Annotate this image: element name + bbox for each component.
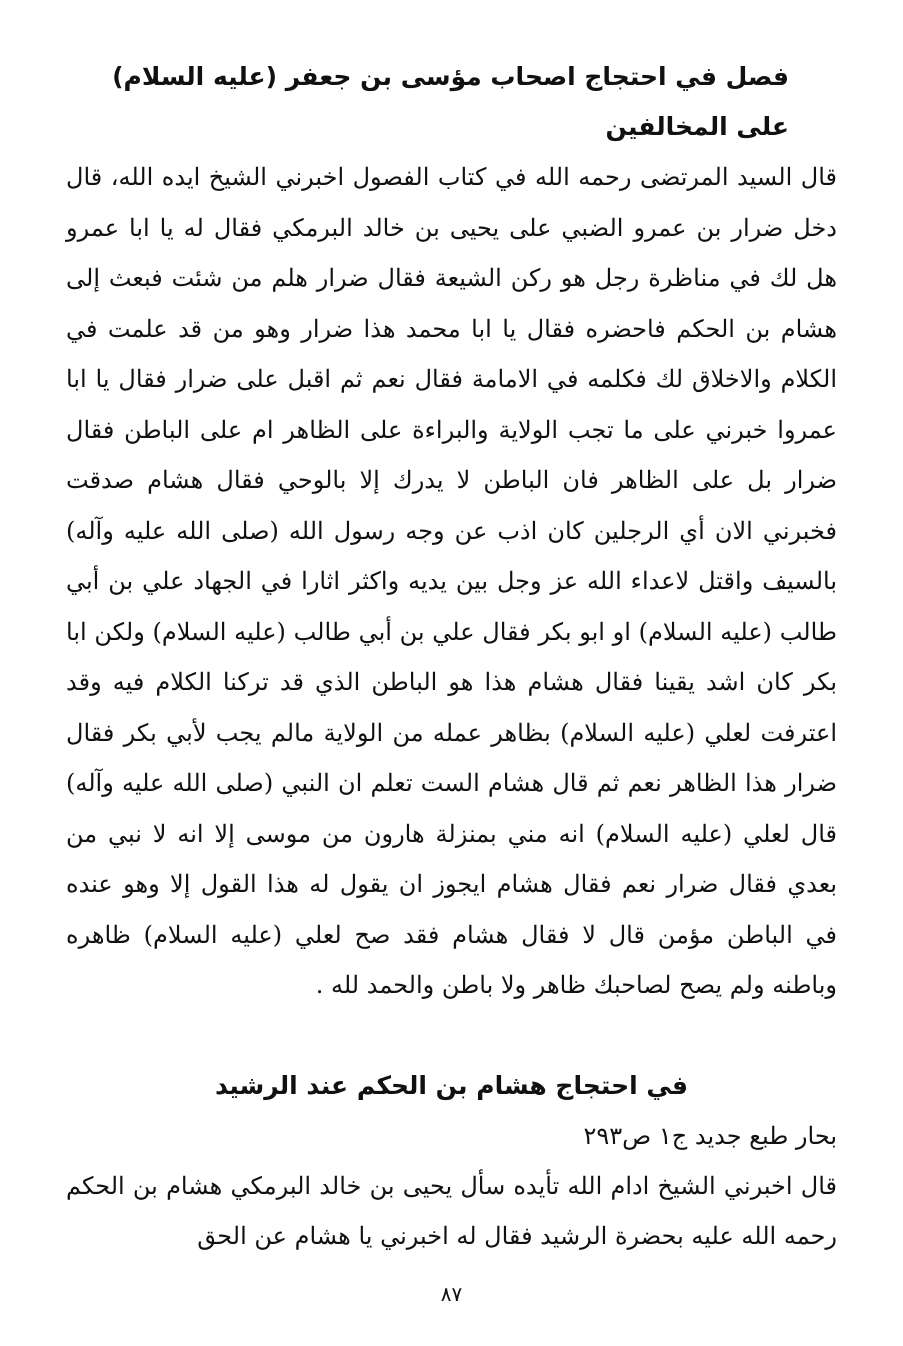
section-body: قال السيد المرتضى رحمه الله في كتاب الفصول اخبرني الشيخ ايده الله، قال دخل ضرار بن عمرو الضبي على يحيى بن خالد البرمكي فقال له يا ابا عمرو هل لك في مناظرة رجل هو ركن الشيعة فقال ضرار هلم من شئت فبعث إلى هشام بن الحكم فاحضره فقال يا ابا محمد هذا ضرار وهو من قد علمت في الكلام والاخلاق لك فكلمه في الامامة فقال نعم ثم اقبل على ضرار فقال يا ابا عمروا خبرني على ما تجب الولاية والبراءة على الظاهر ام على الباطن فقال ضرار بل على الظاهر فان الباطن لا يدرك إلا بالوحي فقال هشام صدقت فخبرني الان أي الرجلين كان اذب عن وجه رسول الله (صلى الله عليه وآله) بالسيف واقتل لاعداء الله عز وجل بين يديه واكثر اثارا في الجهاد علي بن أبي طالب (عليه السلام) او ابو بكر فقال علي بن أبي طالب (عليه السلام) ولكن ابا بكر كان اشد يقينا فقال هشام هذا هو الباطن الذي قد تركنا الكلام فيه وقد اعترفت لعلي (عليه السلام) بظاهر عمله من الولاية مالم يجب لأبي بكر فقال ضرار هذا الظاهر نعم ثم قال هشام الست تعلم ان النبي (صلى الله عليه وآله) قال لعلي (عليه السلام) انه مني بمنزلة هارون من موسى إلا انه لا نبي من بعدي فقال ضرار نعم فقال هشام ايجوز ان يقول له هذا القول إلا وهو عنده في الباطن مؤمن قال لا فقال هشام فقد صح لعلي (عليه السلام) ظاهره وباطنه ولم يصح لصاحبك ظاهر ولا باطن والحمد لله . (66, 163, 837, 999)
section-body-2: قال اخبرني الشيخ ادام الله تأيده سأل يحيى بن خالد البرمكي هشام بن الحكم رحمه الله عليه بحضرة الرشيد فقال له اخبرني يا هشام عن الحق (66, 1171, 837, 1250)
page-number: ٨٧ (440, 1282, 463, 1306)
section-heading: فصل في احتجاج اصحاب مؤسى بن جعفر (عليه السلام) على المخالفين (112, 62, 789, 141)
section-heading-2: في احتجاج هشام بن الحكم عند الرشيد (214, 1070, 689, 1100)
source-reference: بحار طبع جديد ج١ ص٢٩٣ (583, 1121, 837, 1150)
section-gap (66, 1011, 837, 1061)
